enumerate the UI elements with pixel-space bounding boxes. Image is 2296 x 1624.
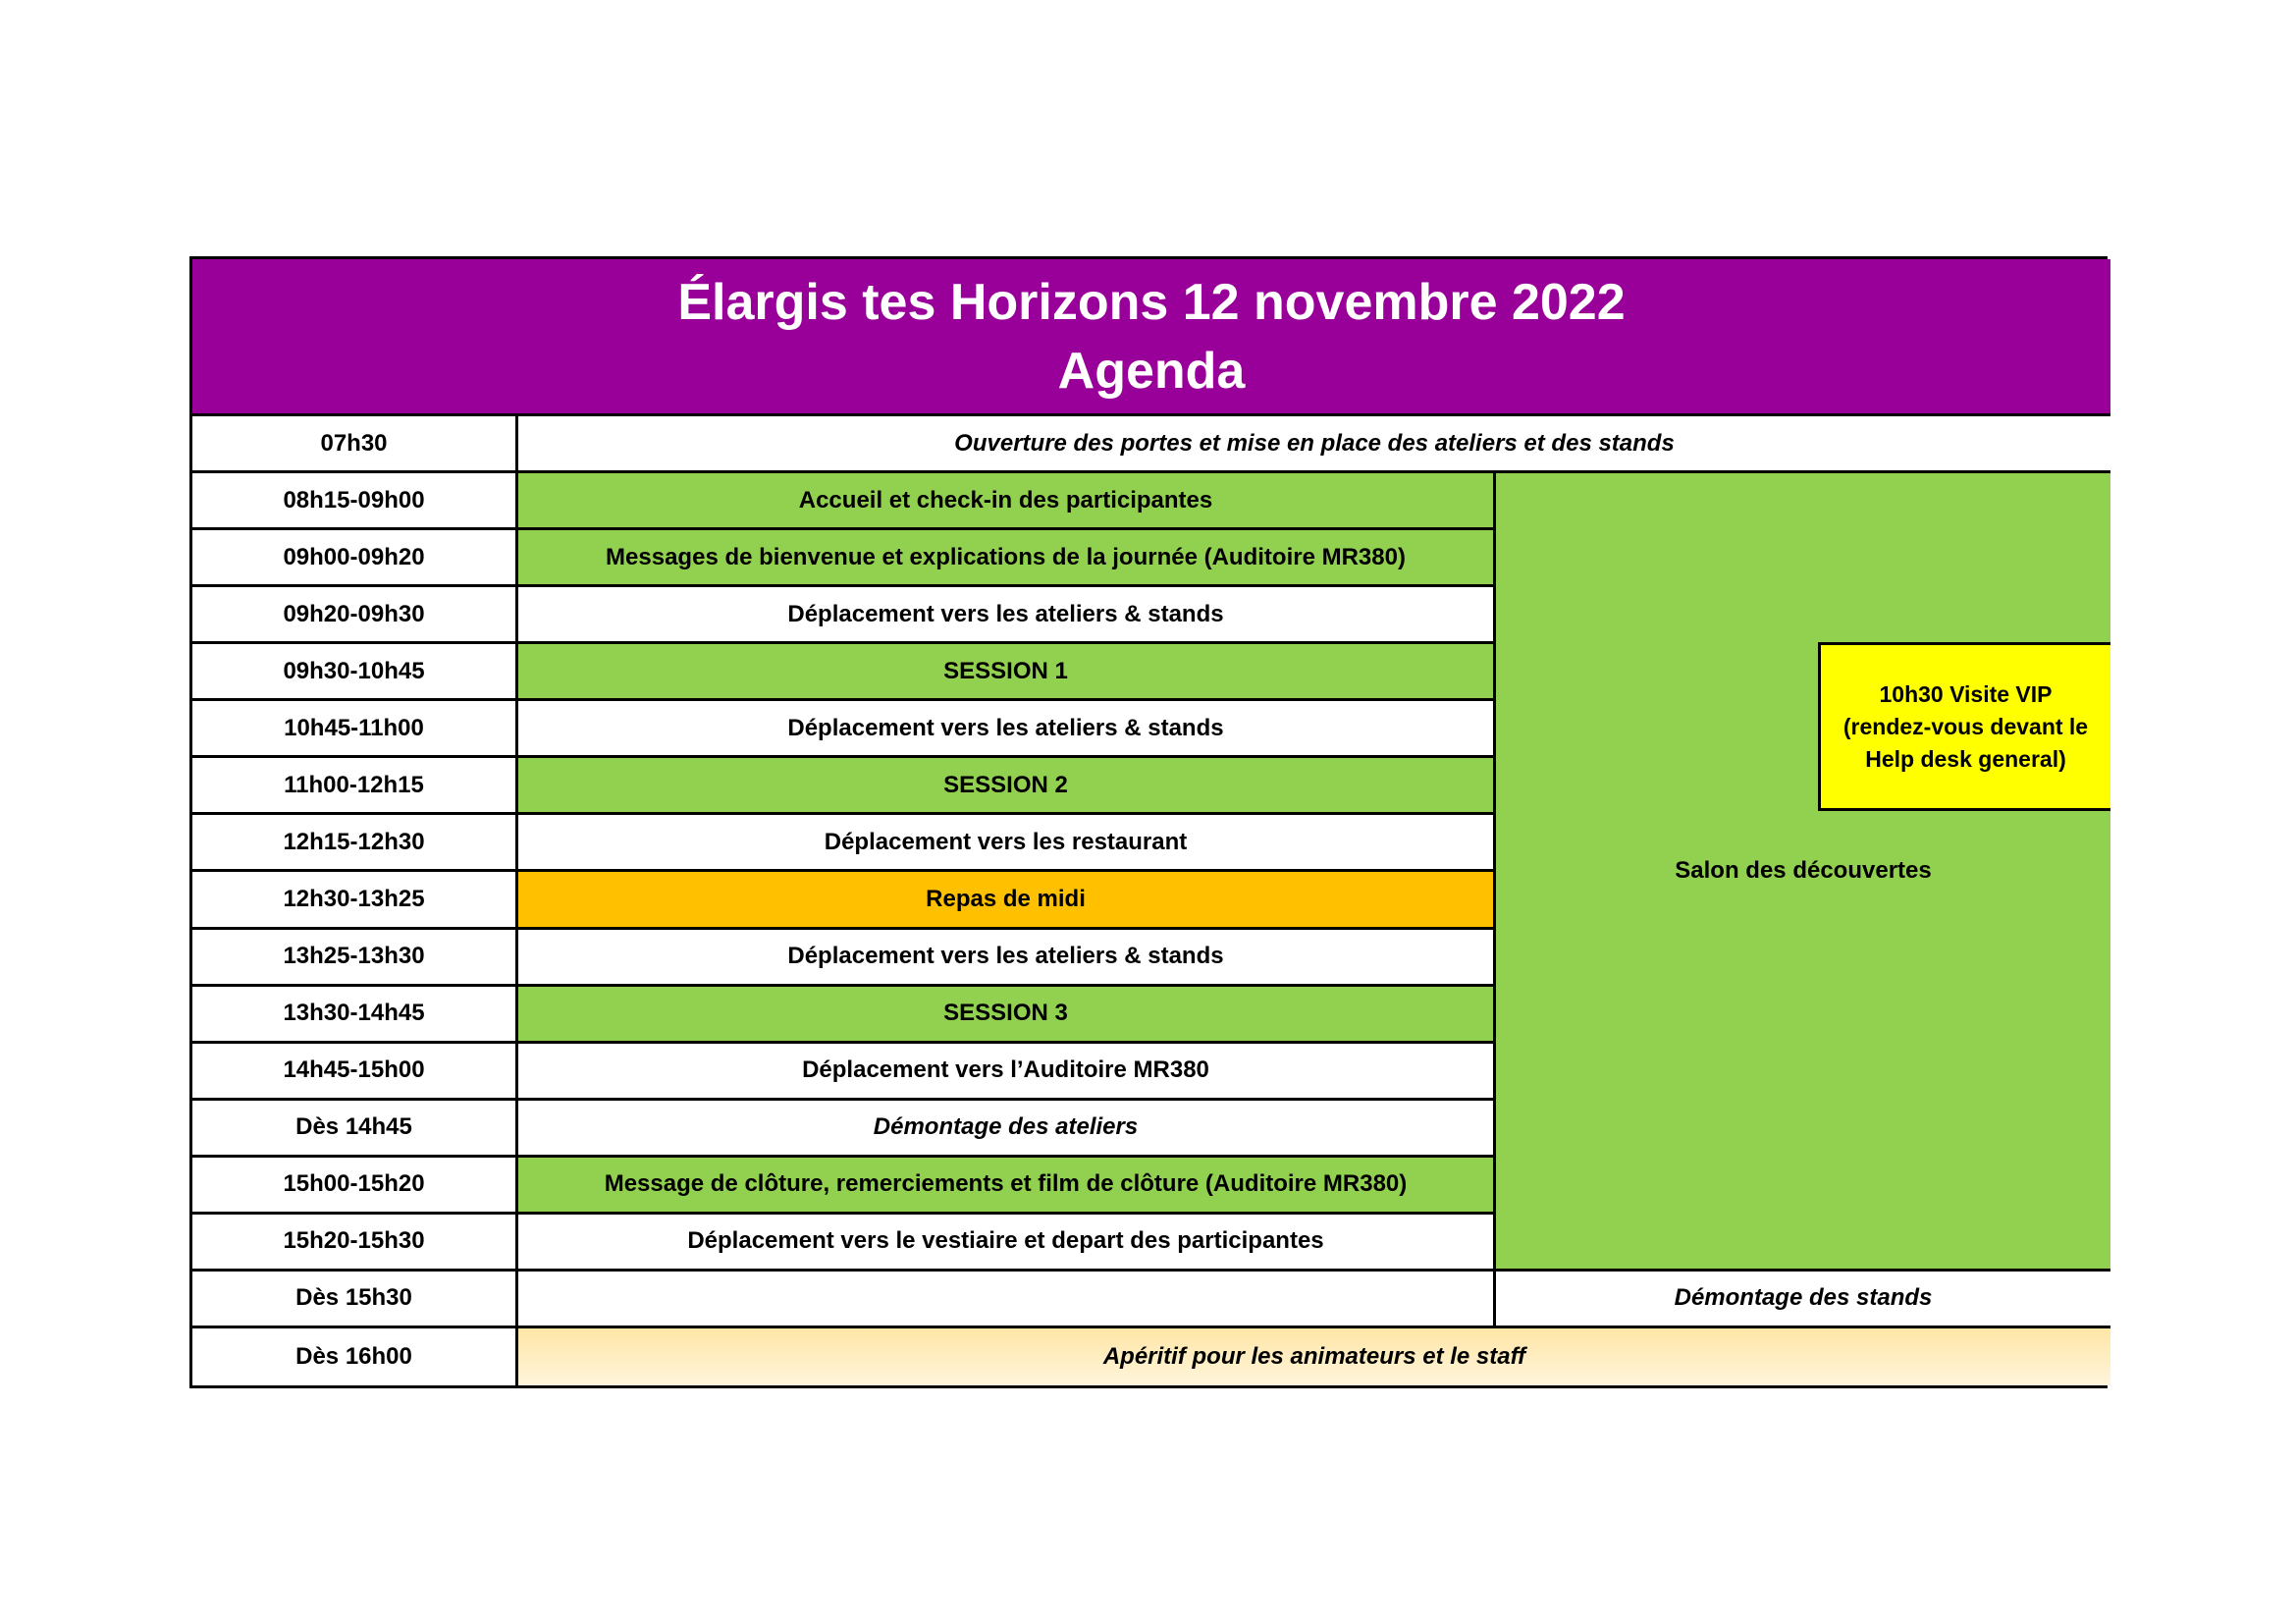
aperitif-cell: Apéritif pour les animateurs et le staff xyxy=(518,1328,2110,1385)
vip-visit-box xyxy=(1818,642,2110,811)
time-cell: Dès 15h30 xyxy=(192,1272,518,1328)
time-cell: 13h30-14h45 xyxy=(192,987,518,1044)
time-cell: 09h20-09h30 xyxy=(192,587,518,644)
activity-cell: Déplacement vers le vestiaire et depart des participantes xyxy=(518,1215,1496,1272)
activity-cell: Déplacement vers les restaurant xyxy=(518,815,1496,872)
activity-cell: Déplacement vers les ateliers & stands xyxy=(518,701,1496,758)
salon-des-decouvertes xyxy=(1496,473,2110,1272)
vip-line-3: Help desk general) xyxy=(1865,745,2066,772)
session-cell: SESSION 3 xyxy=(518,987,1496,1044)
activity-cell: Accueil et check-in des participantes xyxy=(518,473,1496,530)
vip-line-1: 10h30 Visite VIP xyxy=(1879,680,2053,707)
time-cell: 13h25-13h30 xyxy=(192,930,518,987)
time-cell: Dès 14h45 xyxy=(192,1101,518,1158)
time-cell: 10h45-11h00 xyxy=(192,701,518,758)
time-cell: 09h00-09h20 xyxy=(192,530,518,587)
time-cell: 11h00-12h15 xyxy=(192,758,518,815)
time-cell: 12h15-12h30 xyxy=(192,815,518,872)
time-cell: 07h30 xyxy=(192,416,518,473)
activity-cell: Déplacement vers les ateliers & stands xyxy=(518,930,1496,987)
activity-cell: Message de clôture, remerciements et film de clôture (Auditoire MR380) xyxy=(518,1158,1496,1215)
stands-dismantle-cell: Démontage des stands xyxy=(1496,1272,2110,1328)
agenda-table xyxy=(189,256,2108,1388)
time-cell: Dès 16h00 xyxy=(192,1328,518,1385)
vip-line-2: (rendez-vous devant le xyxy=(1842,713,2089,739)
session-cell: SESSION 1 xyxy=(518,644,1496,701)
time-cell: 14h45-15h00 xyxy=(192,1044,518,1101)
agenda-title xyxy=(192,259,2110,416)
activity-cell: Messages de bienvenue et explications de la journée (Auditoire MR380) xyxy=(518,530,1496,587)
activity-cell: Démontage des ateliers xyxy=(518,1101,1496,1158)
activity-cell: Déplacement vers les ateliers & stands xyxy=(518,587,1496,644)
activity-cell-empty xyxy=(518,1272,1496,1328)
salon-label: Salon des découvertes xyxy=(1675,856,1932,884)
activity-cell: Déplacement vers l’Auditoire MR380 xyxy=(518,1044,1496,1101)
title-line-1: Élargis tes Horizons 12 novembre 2022 xyxy=(677,273,1626,331)
time-cell: 09h30-10h45 xyxy=(192,644,518,701)
title-line-2: Agenda xyxy=(1057,342,1246,400)
lunch-cell: Repas de midi xyxy=(518,872,1496,929)
time-cell: 08h15-09h00 xyxy=(192,473,518,530)
activity-cell: Ouverture des portes et mise en place des ateliers et des stands xyxy=(518,416,2110,473)
session-cell: SESSION 2 xyxy=(518,758,1496,815)
time-cell: 15h00-15h20 xyxy=(192,1158,518,1215)
time-cell: 15h20-15h30 xyxy=(192,1215,518,1272)
time-cell: 12h30-13h25 xyxy=(192,872,518,929)
